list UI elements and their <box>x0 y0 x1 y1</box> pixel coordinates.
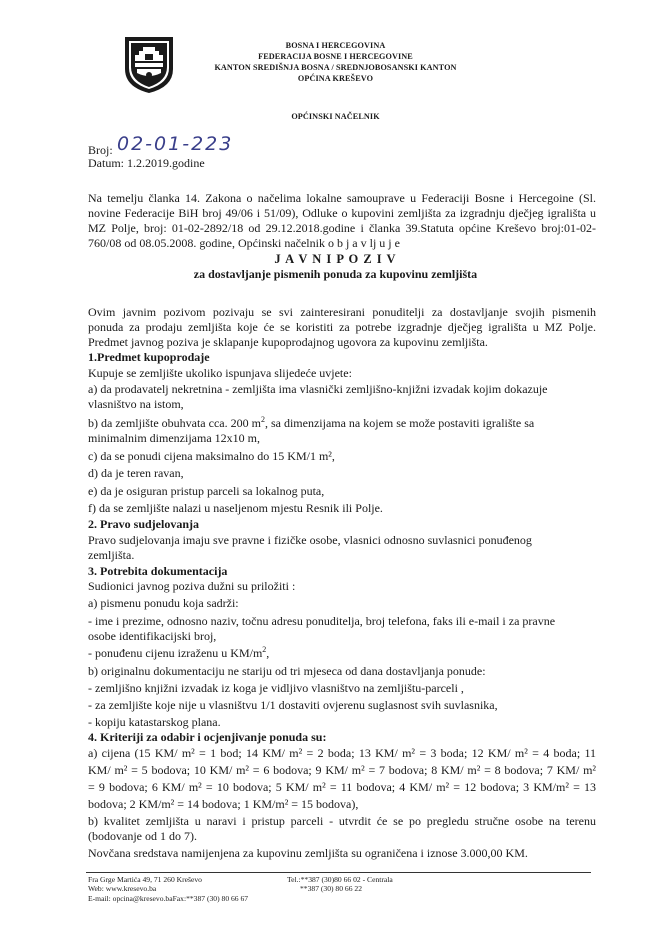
header-office: OPĆINSKI NAČELNIK <box>291 112 380 121</box>
section-3-heading: 3. Potrebita dokumentacija <box>88 564 228 578</box>
condition-b-cont: minimalnim dimenzijama 12x10 m, <box>88 431 260 445</box>
condition-a: a) da prodavatelj nekretnina - zemljišta ima vlasnički zemljišno-knjižni izvadak kojim dokazuje <box>88 382 548 396</box>
section-1-heading: 1.Predmet kupoprodaje <box>88 350 210 364</box>
footer-tel-secondary: **387 (30) 80 66 22 <box>300 884 363 893</box>
criteria-line: KM/ m² = 5 bodova; 10 KM/ m² = 6 bodova; 9 KM/ m² = 7 bodova; 8 KM/ m² = 8 bodova; 7 KM/ m² <box>88 763 596 777</box>
section-2-heading: 2. Pravo sudjelovanja <box>88 517 199 531</box>
broj-label: Broj: <box>88 143 113 157</box>
body-line: a) pismenu ponudu koja sadrži: <box>88 596 239 610</box>
footer-tel-central: Tel.:**387 (30)80 66 02 - Centrala <box>287 875 393 884</box>
criteria-line: (bodovanje od 1 do 7). <box>88 829 197 843</box>
body-line: osobe identifikacijski broj, <box>88 629 217 643</box>
superscript: 2 <box>260 415 265 424</box>
footer-address: Fra Grge Martića 49, 71 260 Kreševo <box>88 875 202 884</box>
footer-email-fax: E-mail: opcina@kresevo.baFax:**387 (30) 80 66 67 <box>88 894 249 903</box>
funds-line: Novčana sredstava namijenjena za kupovinu zemljišta su ograničena i iznose 3.000,00 KM. <box>88 846 528 860</box>
body-line: - kopiju katastarskog plana. <box>88 715 221 729</box>
condition-a-cont: vlasništvo na istom, <box>88 397 184 411</box>
document-date: Datum: 1.2.2019.godine <box>88 156 205 170</box>
header-country: BOSNA I HERCEGOVINA <box>285 41 386 50</box>
body-line: - zemljišno knjižni izvadak iz koga je vidljivo vlasništvo na zemljištu-parceli , <box>88 681 464 695</box>
criteria-line: = 9 bodova; 6 KM/ m² = 10 bodova; 5 KM/ m² = 11 bodova; 4 KM/ m² = 12 bodova; 3 KM/m² = 13 <box>88 780 596 794</box>
intro-line: Na temelju članka 14. Zakona o načelima lokalne samouprave u Federaciji Bosne i Hercegoine (Sl. <box>88 191 596 205</box>
superscript: 2 <box>262 645 267 654</box>
body-line: Ovim javnim pozivom pozivaju se svi zainteresirani ponuditelji za dostavljanje svojih pismenih <box>88 305 596 319</box>
body-line: Predmet javnog poziva je sklapanje kupoprodajnog ugovora za kupovinu zemljišta. <box>88 335 488 349</box>
condition-d: d) da je teren ravan, <box>88 466 184 480</box>
section-1-intro: Kupuje se zemljište ukoliko ispunjava slijedeće uvjete: <box>88 366 352 380</box>
body-line: Sudionici javnog poziva dužni su priložiti : <box>88 579 296 593</box>
body-line: - za zemljište koje nije u vlasništvu 1/1 dostaviti ovjerenu suglasnost svih suvlasnika, <box>88 698 498 712</box>
body-text: - ponuđenu cijenu izraženu u KM/m <box>88 646 263 660</box>
header-federation: FEDERACIJA BOSNE I HERCEGOVINE <box>258 52 413 61</box>
condition-b-text: b) da zemljište obuhvata cca. 200 m <box>88 416 261 430</box>
criteria-line: b) kvalitet zemljišta u naravi i pristup parceli - utvrdit će se po pregledu stručne osobe na terenu <box>88 814 596 828</box>
condition-b-text-end: , sa dimenzijama na kojem se može postaviti igralište sa <box>264 416 535 430</box>
body-line: - ime i prezime, odnosno naziv, točnu adresu ponuditelja, broj telefona, faks ili e-mail i za pravne <box>88 614 556 628</box>
document-title: J A V N I P O Z I V <box>274 252 397 266</box>
body-line: b) originalnu dokumentaciju ne stariju od tri mjeseca od dana dostavljanja ponude: <box>88 664 486 678</box>
body-line <box>88 646 269 661</box>
condition-f: f) da se zemljište nalazi u naseljenom mjestu Resnik ili Polje. <box>88 501 383 515</box>
body-line: zemljišta. <box>88 548 135 562</box>
body-line: ponuda za prodaju zemljišta koje će se koristiti za potrebe izgradnje dječjeg igrališta u MZ Polje. <box>88 320 596 334</box>
section-4-heading: 4. Kriteriji za odabir i ocjenjivanje ponuda su: <box>88 730 327 744</box>
intro-line: 760/08 od 08.05.2008. godine, Općinski načelnik o b j a v lj u j e <box>88 236 400 250</box>
condition-c: c) da se ponudi cijena maksimalno do 15 KM/1 m², <box>88 449 335 463</box>
header-municipality: OPĆINA KREŠEVO <box>297 74 374 83</box>
body-text-end: , <box>266 646 270 660</box>
criteria-line: bodova; 2 KM/m² = 14 bodova; 1 KM/m² = 15 bodova), <box>88 797 359 811</box>
document-subtitle: za dostavljanje pismenih ponuda za kupovinu zemljišta <box>193 267 478 281</box>
condition-b <box>88 416 534 431</box>
criteria-line: a) cijena (15 KM/ m² = 1 bod; 14 KM/ m² = 2 boda; 13 KM/ m² = 3 boda; 12 KM/ m² = 4 boda; 11 <box>88 746 596 760</box>
condition-e: e) da je osiguran pristup parceli sa lokalnog puta, <box>88 484 325 498</box>
intro-line: novine Federacije BiH broj 49/06 i 51/09), Odluke o kupovini zemljišta za izgradnju dječjeg igrališta u <box>88 206 596 220</box>
handwritten-reference-number: 02-01-223 <box>117 133 234 155</box>
body-line: Pravo sudjelovanja imaju sve pravne i fizičke osobe, vlasnici odnosno suvlasnici ponuđenog <box>88 533 532 547</box>
header-canton: KANTON SREDIŠNJA BOSNA / SREDNJOBOSANSKI KANTON <box>214 63 457 72</box>
footer-divider <box>86 872 591 873</box>
intro-line: MZ Polje, broj: 01-02-2892/18 od 29.12.2018.godine i članka 39.Statuta općine Kreševo broj:01-02- <box>88 221 596 235</box>
footer-web: Web: www.kresevo.ba <box>88 884 157 893</box>
